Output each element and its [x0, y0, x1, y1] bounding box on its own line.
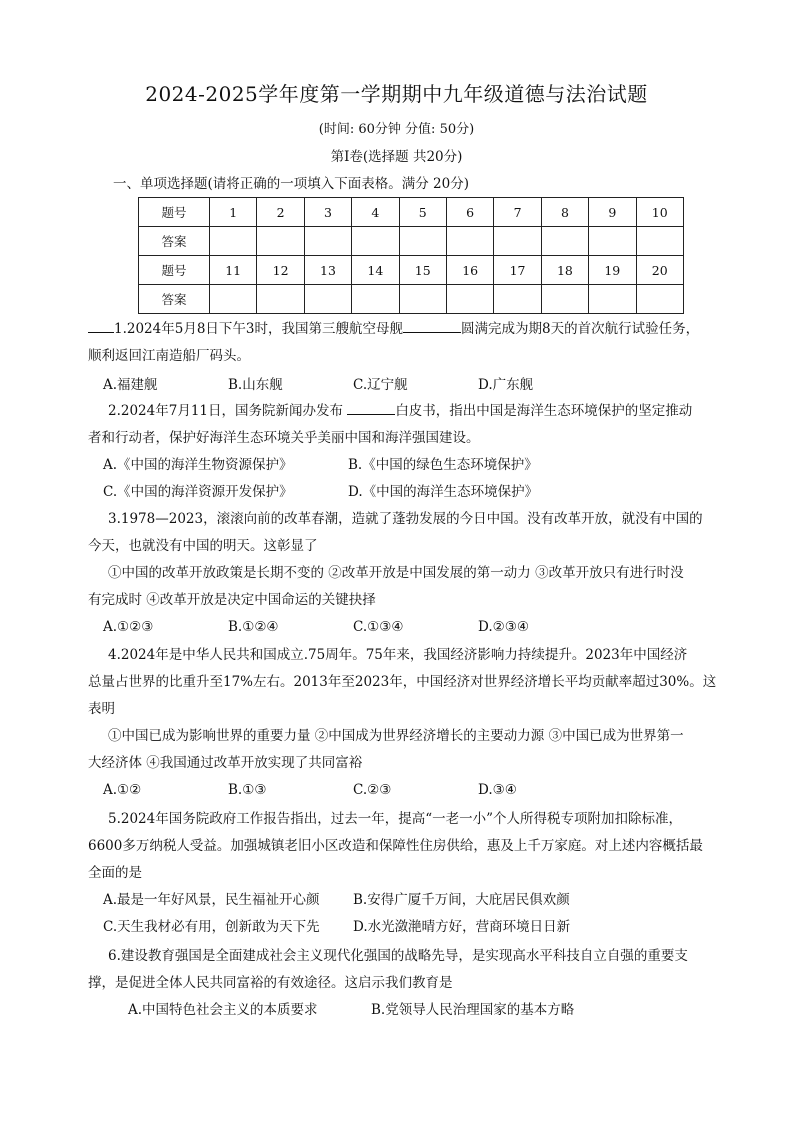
answer-cell[interactable] [399, 285, 446, 314]
options [128, 997, 723, 1024]
option-c[interactable]: C.天生我材必有用，创新敢为天下先 [103, 919, 320, 935]
statement-items: ①中国已成为影响世界的重要力量 ②中国成为世界经济增长的主要动力源 ③中国已成为世界第一 [108, 728, 684, 744]
fill-blank[interactable] [347, 400, 395, 415]
question-number: 17 [494, 256, 541, 285]
answer-cell[interactable] [446, 285, 493, 314]
question-stem-cont: 全面的是 [88, 865, 142, 881]
question-number: 19 [589, 256, 636, 285]
options [103, 614, 723, 641]
option-d[interactable]: D.《中国的海洋生态环境保护》 [348, 484, 539, 500]
question-stem: 6.建设教育强国是全面建成社会主义现代化强国的战略先导，是实现高水平科技自立自强的重要支 [108, 948, 688, 964]
answer-cell[interactable] [636, 227, 683, 256]
answer-cell[interactable] [257, 227, 304, 256]
answer-cell[interactable] [210, 285, 257, 314]
options [103, 777, 723, 804]
statement-items-cont: 有完成时 ④改革开放是决定中国命运的关键抉择 [88, 592, 376, 608]
statement-items: ①中国的改革开放政策是长期不变的 ②改革开放是中国发展的第一动力 ③改革开放只有进行时没 [108, 565, 684, 581]
answer-blank[interactable] [88, 318, 114, 333]
row-label: 答案 [139, 285, 210, 314]
question-stem: 2.2024年7月11日，国务院新闻办发布 白皮书，指出中国是海洋生态环境保护的坚定推动 [108, 398, 723, 425]
answer-cell[interactable] [352, 285, 399, 314]
options [103, 914, 723, 941]
question-4 [88, 642, 723, 804]
question-number: 15 [399, 256, 446, 285]
question-stem: 4.2024年是中华人民共和国成立.75周年。75年来，我国经济影响力持续提升。2023年中国经济 [108, 647, 688, 663]
answer-cell[interactable] [257, 285, 304, 314]
option-a[interactable]: A.福建舰 [103, 377, 158, 393]
row-label: 题号 [139, 198, 210, 227]
option-a[interactable]: A.《中国的海洋生物资源保护》 [103, 457, 293, 473]
question-2 [88, 398, 723, 506]
option-d[interactable]: D.广东舰 [478, 377, 534, 393]
question-stem: 3.1978—2023，滚滚向前的改革春潮，造就了蓬勃发展的今日中国。没有改革开放，就没有中国的 [108, 511, 703, 527]
answer-cell[interactable] [446, 227, 493, 256]
exam-title: 2024-2025学年度第一学期期中九年级道德与法治试题 [145, 82, 648, 106]
option-c[interactable]: C.《中国的海洋资源开发保护》 [103, 484, 293, 500]
row-label: 答案 [139, 227, 210, 256]
answer-cell[interactable] [399, 227, 446, 256]
question-number: 5 [399, 198, 446, 227]
question-number: 12 [257, 256, 304, 285]
section-heading: 一、单项选择题(请将正确的一项填入下面表格。满分 20分) [113, 176, 470, 192]
options [103, 372, 723, 399]
answer-cell[interactable] [304, 285, 351, 314]
option-c[interactable]: C.②③ [353, 782, 392, 798]
question-number: 7 [494, 198, 541, 227]
option-b[interactable]: B.党领导人民治理国家的基本方略 [371, 1002, 575, 1018]
statement-items-cont: 大经济体 ④我国通过改革开放实现了共同富裕 [88, 755, 363, 771]
answer-cell[interactable] [636, 285, 683, 314]
option-c[interactable]: C.辽宁舰 [353, 377, 408, 393]
table-row [139, 285, 684, 314]
question-stem: 5.2024年国务院政府工作报告指出，过去一年，提高“一老一小”个人所得税专项附加扣除标准， [108, 811, 683, 827]
answer-cell[interactable] [352, 227, 399, 256]
answer-table [138, 197, 684, 314]
option-a[interactable]: A.最是一年好风景，民生福祉开心颜 [103, 892, 320, 908]
question-1 [88, 316, 723, 399]
question-number: 4 [352, 198, 399, 227]
question-stem-cont: 顺利返回江南造船厂码头。 [88, 348, 250, 364]
question-number: 16 [446, 256, 493, 285]
answer-cell[interactable] [589, 285, 636, 314]
question-number: 6 [446, 198, 493, 227]
option-b[interactable]: B.安得广厦千万间，大庇居民俱欢颜 [353, 892, 570, 908]
question-number: 9 [589, 198, 636, 227]
answer-cell[interactable] [541, 227, 588, 256]
question-number: 10 [636, 198, 683, 227]
question-stem-cont: 总量占世界的比重升至17%左右。2013年至2023年，中国经济对世界经济增长平均贡献率超过30%。这 [88, 674, 717, 690]
question-number: 13 [304, 256, 351, 285]
options [103, 452, 723, 479]
question-number: 3 [304, 198, 351, 227]
option-d[interactable]: D.水光潋滟晴方好，营商环境日日新 [353, 919, 571, 935]
part-heading: 第Ⅰ卷(选择题 共20分) [330, 149, 463, 165]
question-stem-cont: 今天，也就没有中国的明天。这彰显了 [88, 538, 318, 554]
answer-cell[interactable] [494, 227, 541, 256]
question-6 [88, 943, 723, 1024]
answer-cell[interactable] [210, 227, 257, 256]
option-b[interactable]: B.《中国的绿色生态环境保护》 [348, 457, 538, 473]
question-stem-cont: 6600多万纳税人受益。加强城镇老旧小区改造和保障性住房供给，惠及上千万家庭。对上述内容概括最 [88, 838, 703, 854]
options [103, 479, 723, 506]
option-d[interactable]: D.②③④ [478, 619, 529, 635]
option-a[interactable]: A.①② [103, 782, 142, 798]
question-stem-cont: 表明 [88, 701, 115, 717]
row-label: 题号 [139, 256, 210, 285]
option-a[interactable]: A.①②③ [103, 619, 154, 635]
question-number: 8 [541, 198, 588, 227]
question-number: 20 [636, 256, 683, 285]
option-b[interactable]: B.①③ [228, 782, 267, 798]
answer-cell[interactable] [304, 227, 351, 256]
answer-cell[interactable] [541, 285, 588, 314]
fill-blank[interactable] [403, 318, 461, 333]
question-number: 1 [210, 198, 257, 227]
table-row [139, 198, 684, 227]
table-row [139, 256, 684, 285]
option-d[interactable]: D.③④ [478, 782, 517, 798]
exam-meta: (时间: 60分钟 分值: 50分) [318, 122, 475, 137]
question-number: 2 [257, 198, 304, 227]
question-stem-cont: 撑，是促进全体人民共同富裕的有效途径。这启示我们教育是 [88, 975, 453, 991]
option-b[interactable]: B.①②④ [228, 619, 279, 635]
question-number: 18 [541, 256, 588, 285]
table-row [139, 227, 684, 256]
option-b[interactable]: B.山东舰 [228, 377, 283, 393]
question-number: 11 [210, 256, 257, 285]
question-stem-cont: 者和行动者，保护好海洋生态环境关乎美丽中国和海洋强国建设。 [88, 430, 480, 446]
options [103, 887, 723, 914]
question-3 [88, 506, 723, 641]
answer-cell[interactable] [494, 285, 541, 314]
option-a[interactable]: A.中国特色社会主义的本质要求 [128, 1002, 318, 1018]
answer-cell[interactable] [589, 227, 636, 256]
question-stem: 1.2024年5月8日下午3时，我国第三艘航空母舰 圆满完成为期8天的首次航行试验任务， [88, 316, 723, 343]
question-5 [88, 806, 723, 941]
option-c[interactable]: C.①③④ [353, 619, 404, 635]
question-number: 14 [352, 256, 399, 285]
